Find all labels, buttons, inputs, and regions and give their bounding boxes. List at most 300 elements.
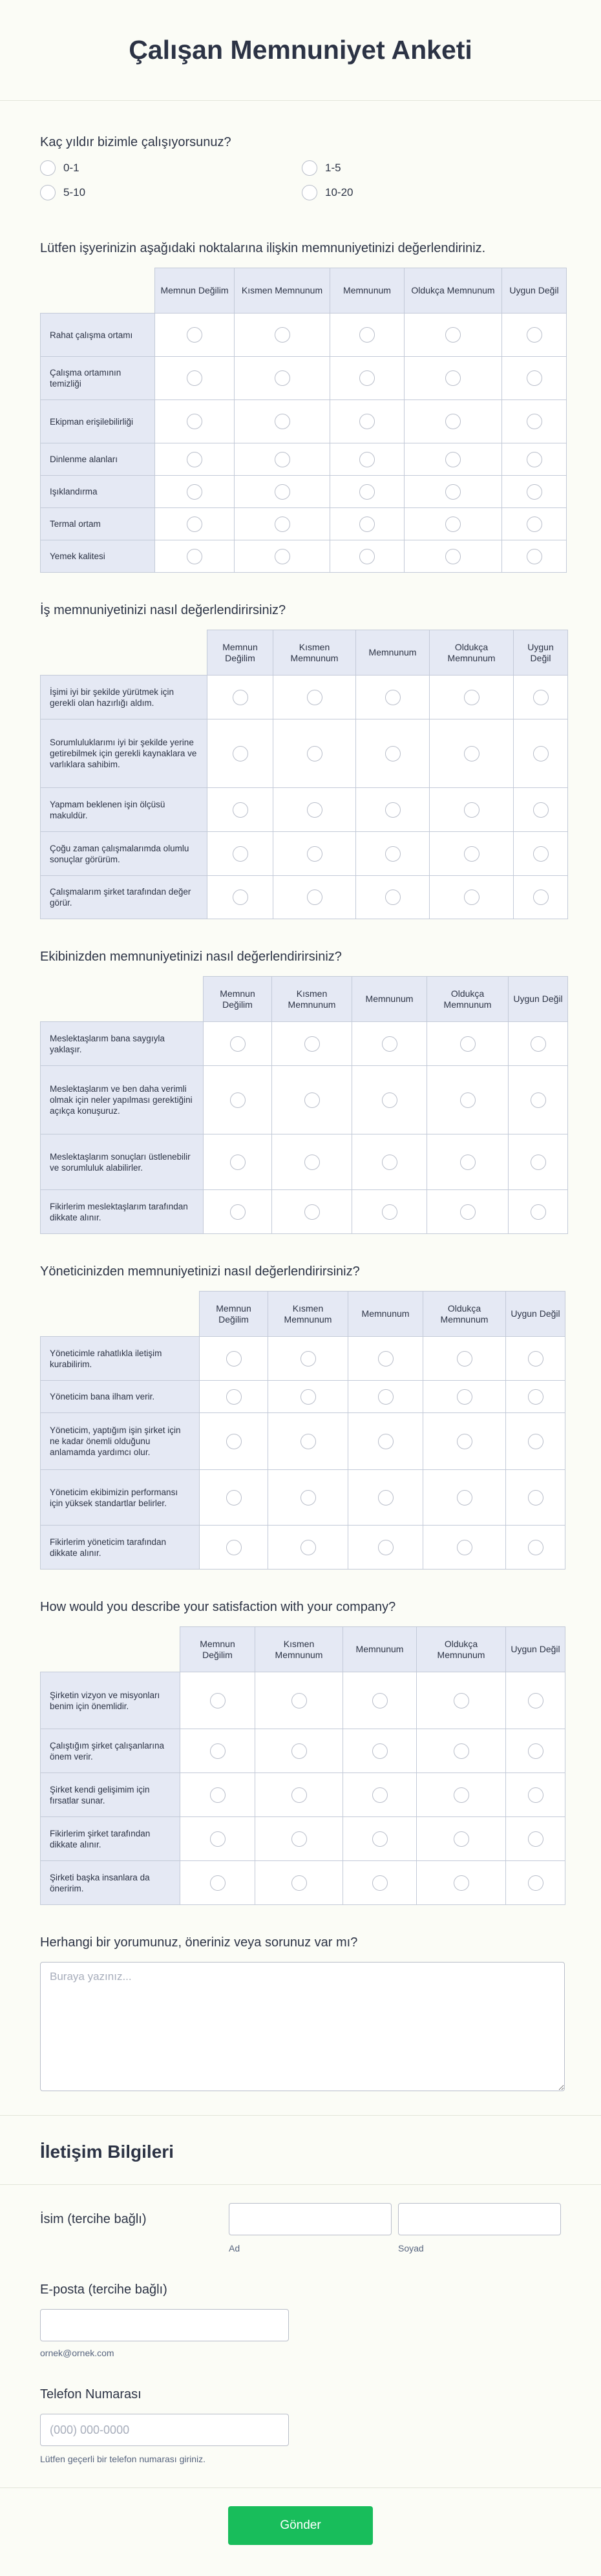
matrix-cell[interactable] [506, 1729, 565, 1773]
matrix-cell[interactable] [330, 443, 405, 476]
radio-button[interactable] [457, 1389, 472, 1405]
radio-button[interactable] [307, 846, 322, 862]
radio-button[interactable] [187, 516, 202, 532]
matrix-cell[interactable] [268, 1413, 348, 1470]
radio-button[interactable] [275, 452, 290, 467]
matrix-cell[interactable] [506, 1470, 565, 1526]
matrix-column-header: Memnun Değilim [155, 268, 235, 314]
matrix-column-header: Memnunum [348, 1292, 423, 1337]
matrix-cell[interactable] [235, 357, 330, 400]
matrix-row [41, 832, 568, 876]
matrix-cell[interactable] [417, 1861, 506, 1905]
matrix-row-label: Çalışma ortamının temizliği [41, 357, 155, 400]
radio-button[interactable] [527, 414, 542, 429]
matrix-cell[interactable] [430, 876, 514, 919]
radio-button[interactable] [528, 1743, 543, 1759]
matrix-cell[interactable] [155, 508, 235, 540]
radio-button[interactable] [464, 889, 480, 905]
radio-button[interactable] [359, 484, 375, 500]
radio-button[interactable] [531, 1204, 546, 1220]
matrix-cell[interactable] [502, 443, 567, 476]
matrix-cell[interactable] [343, 1861, 417, 1905]
matrix-cell[interactable] [200, 1413, 268, 1470]
radio-button[interactable] [359, 549, 375, 564]
matrix-column-header: Memnun Değilim [207, 630, 273, 676]
radio-button[interactable] [378, 1389, 394, 1405]
matrix-cell[interactable] [200, 1337, 268, 1381]
tenure-option[interactable]: 1-5 [302, 159, 564, 177]
radio-button[interactable] [527, 370, 542, 386]
matrix-cell[interactable] [405, 400, 502, 443]
matrix-cell[interactable] [235, 540, 330, 573]
matrix-cell[interactable] [330, 357, 405, 400]
radio-button[interactable] [385, 846, 401, 862]
matrix-cell[interactable] [423, 1337, 506, 1381]
matrix-cell[interactable] [255, 1773, 343, 1817]
matrix-corner [41, 977, 204, 1022]
matrix-cell[interactable] [330, 508, 405, 540]
radio-button[interactable] [233, 846, 248, 862]
matrix-cell[interactable] [255, 1861, 343, 1905]
phone-input[interactable] [40, 2414, 289, 2446]
matrix-cell[interactable] [180, 1861, 255, 1905]
matrix-cell[interactable] [273, 676, 356, 719]
radio-button[interactable] [457, 1490, 472, 1506]
radio-button[interactable] [233, 690, 248, 705]
radio-button[interactable] [359, 327, 375, 343]
matrix-cell[interactable] [430, 788, 514, 832]
radio-button[interactable] [454, 1787, 469, 1803]
matrix-cell[interactable] [509, 1134, 568, 1190]
radio-button[interactable] [307, 690, 322, 705]
matrix-cell[interactable] [423, 1526, 506, 1570]
radio-button[interactable] [230, 1204, 246, 1220]
matrix-cell[interactable] [427, 1134, 509, 1190]
matrix-cell[interactable] [200, 1526, 268, 1570]
radio-button[interactable] [527, 516, 542, 532]
matrix-cell[interactable] [514, 876, 568, 919]
matrix-cell[interactable] [235, 443, 330, 476]
radio-button[interactable] [291, 1743, 307, 1759]
matrix-cell[interactable] [506, 1861, 565, 1905]
matrix-cell[interactable] [502, 357, 567, 400]
submit-button[interactable]: Gönder [228, 2506, 373, 2545]
radio-button[interactable] [382, 1155, 397, 1170]
matrix-cell[interactable] [207, 676, 273, 719]
matrix-cell[interactable] [207, 832, 273, 876]
matrix-cell[interactable] [405, 314, 502, 357]
matrix-cell[interactable] [348, 1381, 423, 1413]
radio-button[interactable] [210, 1875, 226, 1891]
radio-button[interactable] [445, 452, 461, 467]
form-title: Çalışan Memnuniyet Anketi [129, 35, 472, 65]
matrix-cell[interactable] [180, 1729, 255, 1773]
radio-button[interactable] [382, 1036, 397, 1052]
matrix-cell[interactable] [502, 400, 567, 443]
matrix-cell[interactable] [423, 1413, 506, 1470]
matrix-cell[interactable] [268, 1470, 348, 1526]
matrix-cell[interactable] [430, 832, 514, 876]
matrix-cell[interactable] [352, 1134, 427, 1190]
radio-button[interactable] [460, 1155, 476, 1170]
radio-button[interactable] [291, 1693, 307, 1708]
radio-button[interactable] [531, 1092, 546, 1108]
radio-button[interactable] [291, 1875, 307, 1891]
matrix-row [41, 1381, 565, 1413]
radio-button[interactable] [533, 846, 549, 862]
radio-button[interactable] [460, 1204, 476, 1220]
radio-button[interactable] [230, 1036, 246, 1052]
radio-button[interactable] [378, 1351, 394, 1367]
radio-button[interactable] [385, 690, 401, 705]
matrix-cell[interactable] [427, 1066, 509, 1134]
matrix-cell[interactable] [207, 788, 273, 832]
radio-button[interactable] [372, 1693, 388, 1708]
matrix-cell[interactable] [417, 1817, 506, 1861]
matrix-column-header: Memnunum [343, 1627, 417, 1672]
matrix-cell[interactable] [430, 676, 514, 719]
matrix-cell[interactable] [405, 508, 502, 540]
matrix-cell[interactable] [502, 540, 567, 573]
radio-button[interactable] [302, 185, 317, 200]
matrix-question: How would you describe your satisfaction with your company? [40, 1600, 396, 1614]
radio-button[interactable] [304, 1204, 320, 1220]
radio-button[interactable] [454, 1693, 469, 1708]
matrix-cell[interactable] [405, 357, 502, 400]
radio-button[interactable] [372, 1831, 388, 1847]
comments-textarea[interactable] [40, 1962, 565, 2091]
matrix-cell[interactable] [514, 719, 568, 788]
matrix-cell[interactable] [506, 1526, 565, 1570]
matrix-cell[interactable] [356, 832, 430, 876]
matrix-cell[interactable] [235, 508, 330, 540]
radio-button[interactable] [385, 889, 401, 905]
tenure-options [40, 159, 561, 202]
radio-button[interactable] [275, 414, 290, 429]
matrix-cell[interactable] [506, 1337, 565, 1381]
radio-button[interactable] [528, 1389, 543, 1405]
radio-button[interactable] [359, 370, 375, 386]
matrix-cell[interactable] [155, 540, 235, 573]
radio-button[interactable] [457, 1351, 472, 1367]
matrix-cell[interactable] [330, 314, 405, 357]
matrix-cell[interactable] [514, 832, 568, 876]
radio-button[interactable] [226, 1490, 242, 1506]
matrix-cell[interactable] [514, 676, 568, 719]
radio-button[interactable] [187, 484, 202, 500]
radio-button[interactable] [307, 746, 322, 761]
matrix-cell[interactable] [235, 400, 330, 443]
matrix-cell[interactable] [343, 1729, 417, 1773]
matrix-cell[interactable] [356, 788, 430, 832]
matrix-cell[interactable] [180, 1672, 255, 1729]
matrix-cell[interactable] [348, 1526, 423, 1570]
matrix-cell[interactable] [255, 1672, 343, 1729]
matrix-cell[interactable] [506, 1381, 565, 1413]
matrix-cell[interactable] [352, 1066, 427, 1134]
last-name-input[interactable] [398, 2203, 561, 2235]
radio-button[interactable] [300, 1490, 316, 1506]
radio-button[interactable] [531, 1036, 546, 1052]
radio-button[interactable] [187, 452, 202, 467]
radio-button[interactable] [291, 1831, 307, 1847]
radio-button[interactable] [300, 1434, 316, 1449]
radio-button[interactable] [527, 327, 542, 343]
radio-button[interactable] [457, 1540, 472, 1555]
matrix-cell[interactable] [348, 1337, 423, 1381]
radio-button[interactable] [464, 746, 480, 761]
matrix-cell[interactable] [155, 400, 235, 443]
workplace-matrix-section [40, 239, 561, 573]
matrix-cell[interactable] [417, 1672, 506, 1729]
radio-button[interactable] [533, 690, 549, 705]
radio-button[interactable] [226, 1540, 242, 1555]
form-header [0, 0, 601, 101]
matrix-cell[interactable] [235, 476, 330, 508]
matrix-cell[interactable] [255, 1729, 343, 1773]
radio-button[interactable] [187, 549, 202, 564]
radio-button[interactable] [233, 802, 248, 818]
radio-button[interactable] [527, 484, 542, 500]
email-input[interactable] [40, 2309, 289, 2341]
radio-button[interactable] [454, 1831, 469, 1847]
matrix-cell[interactable] [273, 719, 356, 788]
matrix-cell[interactable] [255, 1817, 343, 1861]
radio-button[interactable] [230, 1092, 246, 1108]
name-label: İsim (tercihe bağlı) [40, 2212, 147, 2226]
radio-button[interactable] [226, 1389, 242, 1405]
radio-button[interactable] [372, 1787, 388, 1803]
radio-button[interactable] [528, 1540, 543, 1555]
radio-button[interactable] [359, 452, 375, 467]
radio-button[interactable] [528, 1434, 543, 1449]
matrix-cell[interactable] [502, 508, 567, 540]
matrix-cell[interactable] [272, 1066, 352, 1134]
matrix-cell[interactable] [405, 476, 502, 508]
matrix-cell[interactable] [180, 1773, 255, 1817]
radio-button[interactable] [226, 1434, 242, 1449]
radio-button[interactable] [382, 1204, 397, 1220]
radio-button[interactable] [372, 1743, 388, 1759]
radio-button[interactable] [531, 1155, 546, 1170]
matrix-cell[interactable] [155, 357, 235, 400]
matrix-cell[interactable] [352, 1190, 427, 1234]
matrix-cell[interactable] [268, 1526, 348, 1570]
radio-button[interactable] [454, 1743, 469, 1759]
matrix-cell[interactable] [405, 540, 502, 573]
matrix-cell[interactable] [330, 476, 405, 508]
radio-button[interactable] [304, 1036, 320, 1052]
radio-button[interactable] [385, 746, 401, 761]
radio-button[interactable] [302, 160, 317, 176]
company-matrix-section [40, 1598, 561, 1905]
matrix-cell[interactable] [330, 400, 405, 443]
matrix-cell[interactable] [514, 788, 568, 832]
matrix-row-label: İşimi iyi bir şekilde yürütmek için gerekli olan hazırlığı aldım. [41, 676, 207, 719]
tenure-option[interactable]: 0-1 [40, 159, 302, 177]
radio-button[interactable] [300, 1540, 316, 1555]
radio-button[interactable] [40, 160, 56, 176]
radio-button[interactable] [210, 1831, 226, 1847]
radio-button[interactable] [275, 549, 290, 564]
matrix-cell[interactable] [417, 1773, 506, 1817]
radio-button[interactable] [210, 1787, 226, 1803]
radio-button[interactable] [187, 327, 202, 343]
radio-button[interactable] [382, 1092, 397, 1108]
submit-bar [0, 2487, 601, 2576]
radio-button[interactable] [533, 802, 549, 818]
radio-button[interactable] [210, 1743, 226, 1759]
radio-button[interactable] [528, 1351, 543, 1367]
matrix-corner [41, 1292, 200, 1337]
matrix-cell[interactable] [343, 1773, 417, 1817]
matrix-cell[interactable] [273, 876, 356, 919]
matrix-cell[interactable] [506, 1773, 565, 1817]
radio-button[interactable] [233, 746, 248, 761]
radio-button[interactable] [445, 414, 461, 429]
radio-button[interactable] [359, 516, 375, 532]
radio-button[interactable] [528, 1875, 543, 1891]
matrix-cell[interactable] [155, 443, 235, 476]
matrix-cell[interactable] [405, 443, 502, 476]
matrix-cell[interactable] [204, 1134, 272, 1190]
radio-button[interactable] [233, 889, 248, 905]
matrix-cell[interactable] [272, 1134, 352, 1190]
radio-button[interactable] [528, 1787, 543, 1803]
matrix-cell[interactable] [273, 832, 356, 876]
tenure-option[interactable]: 5-10 [40, 184, 302, 202]
radio-button[interactable] [528, 1831, 543, 1847]
matrix-cell[interactable] [509, 1190, 568, 1234]
radio-button[interactable] [359, 414, 375, 429]
matrix-column-header: Kısmen Memnunum [272, 977, 352, 1022]
matrix-cell[interactable] [423, 1470, 506, 1526]
radio-button[interactable] [40, 185, 56, 200]
radio-button[interactable] [307, 802, 322, 818]
matrix-cell[interactable] [155, 314, 235, 357]
radio-button[interactable] [304, 1092, 320, 1108]
radio-button[interactable] [385, 802, 401, 818]
matrix-cell[interactable] [200, 1470, 268, 1526]
radio-button[interactable] [378, 1490, 394, 1506]
radio-button[interactable] [464, 690, 480, 705]
radio-button[interactable] [304, 1155, 320, 1170]
matrix-cell[interactable] [509, 1066, 568, 1134]
matrix-cell[interactable] [506, 1817, 565, 1861]
matrix-cell[interactable] [502, 314, 567, 357]
matrix-cell[interactable] [200, 1381, 268, 1413]
matrix-cell[interactable] [427, 1022, 509, 1066]
matrix-row-label: Meslektaşlarım bana saygıyla yaklaşır. [41, 1022, 204, 1066]
radio-button[interactable] [528, 1693, 543, 1708]
radio-button[interactable] [300, 1351, 316, 1367]
matrix-cell[interactable] [204, 1066, 272, 1134]
radio-button[interactable] [275, 484, 290, 500]
radio-button[interactable] [372, 1875, 388, 1891]
radio-button[interactable] [275, 370, 290, 386]
matrix-row [41, 400, 567, 443]
matrix-cell[interactable] [207, 719, 273, 788]
radio-button[interactable] [460, 1092, 476, 1108]
radio-button[interactable] [528, 1490, 543, 1506]
radio-button[interactable] [464, 846, 480, 862]
radio-button[interactable] [226, 1351, 242, 1367]
matrix-cell[interactable] [417, 1729, 506, 1773]
radio-button[interactable] [533, 889, 549, 905]
matrix-cell[interactable] [430, 719, 514, 788]
matrix-cell[interactable] [509, 1022, 568, 1066]
matrix-cell[interactable] [268, 1337, 348, 1381]
radio-button[interactable] [533, 746, 549, 761]
matrix-cell[interactable] [356, 719, 430, 788]
matrix-cell[interactable] [356, 676, 430, 719]
first-name-input[interactable] [229, 2203, 392, 2235]
radio-button[interactable] [210, 1693, 226, 1708]
radio-button[interactable] [445, 370, 461, 386]
matrix-cell[interactable] [343, 1817, 417, 1861]
radio-button[interactable] [457, 1434, 472, 1449]
radio-button[interactable] [445, 484, 461, 500]
tenure-option[interactable]: 10-20 [302, 184, 564, 202]
radio-button[interactable] [378, 1540, 394, 1555]
matrix-column-header: Oldukça Memnunum [430, 630, 514, 676]
radio-button[interactable] [464, 802, 480, 818]
radio-button[interactable] [275, 516, 290, 532]
radio-button[interactable] [445, 327, 461, 343]
matrix-question: Yöneticinizden memnuniyetinizi nasıl değerlendirirsiniz? [40, 1264, 360, 1279]
matrix-cell[interactable] [356, 876, 430, 919]
radio-button[interactable] [230, 1155, 246, 1170]
matrix-cell[interactable] [506, 1413, 565, 1470]
matrix-cell[interactable] [272, 1190, 352, 1234]
radio-button[interactable] [378, 1434, 394, 1449]
radio-button[interactable] [187, 370, 202, 386]
matrix-cell[interactable] [180, 1817, 255, 1861]
radio-button[interactable] [291, 1787, 307, 1803]
matrix-cell[interactable] [235, 314, 330, 357]
radio-button[interactable] [300, 1389, 316, 1405]
matrix-cell[interactable] [352, 1022, 427, 1066]
radio-button[interactable] [275, 327, 290, 343]
matrix-cell[interactable] [343, 1672, 417, 1729]
matrix-cell[interactable] [348, 1413, 423, 1470]
radio-button[interactable] [445, 549, 461, 564]
matrix-row [41, 1066, 568, 1134]
matrix-cell[interactable] [506, 1672, 565, 1729]
matrix-column-header: Oldukça Memnunum [427, 977, 509, 1022]
radio-button[interactable] [307, 889, 322, 905]
matrix-cell[interactable] [204, 1022, 272, 1066]
matrix-cell[interactable] [207, 876, 273, 919]
matrix-cell[interactable] [348, 1470, 423, 1526]
radio-button[interactable] [445, 516, 461, 532]
radio-button[interactable] [527, 549, 542, 564]
matrix-cell[interactable] [272, 1022, 352, 1066]
radio-button[interactable] [460, 1036, 476, 1052]
matrix-cell[interactable] [423, 1381, 506, 1413]
matrix-cell[interactable] [155, 476, 235, 508]
matrix-cell[interactable] [268, 1381, 348, 1413]
radio-button[interactable] [187, 414, 202, 429]
radio-button[interactable] [527, 452, 542, 467]
matrix-cell[interactable] [273, 788, 356, 832]
matrix-cell[interactable] [502, 476, 567, 508]
matrix-cell[interactable] [427, 1190, 509, 1234]
contact-fields [0, 2203, 601, 2464]
matrix-cell[interactable] [330, 540, 405, 573]
radio-button[interactable] [454, 1875, 469, 1891]
matrix-cell[interactable] [204, 1190, 272, 1234]
